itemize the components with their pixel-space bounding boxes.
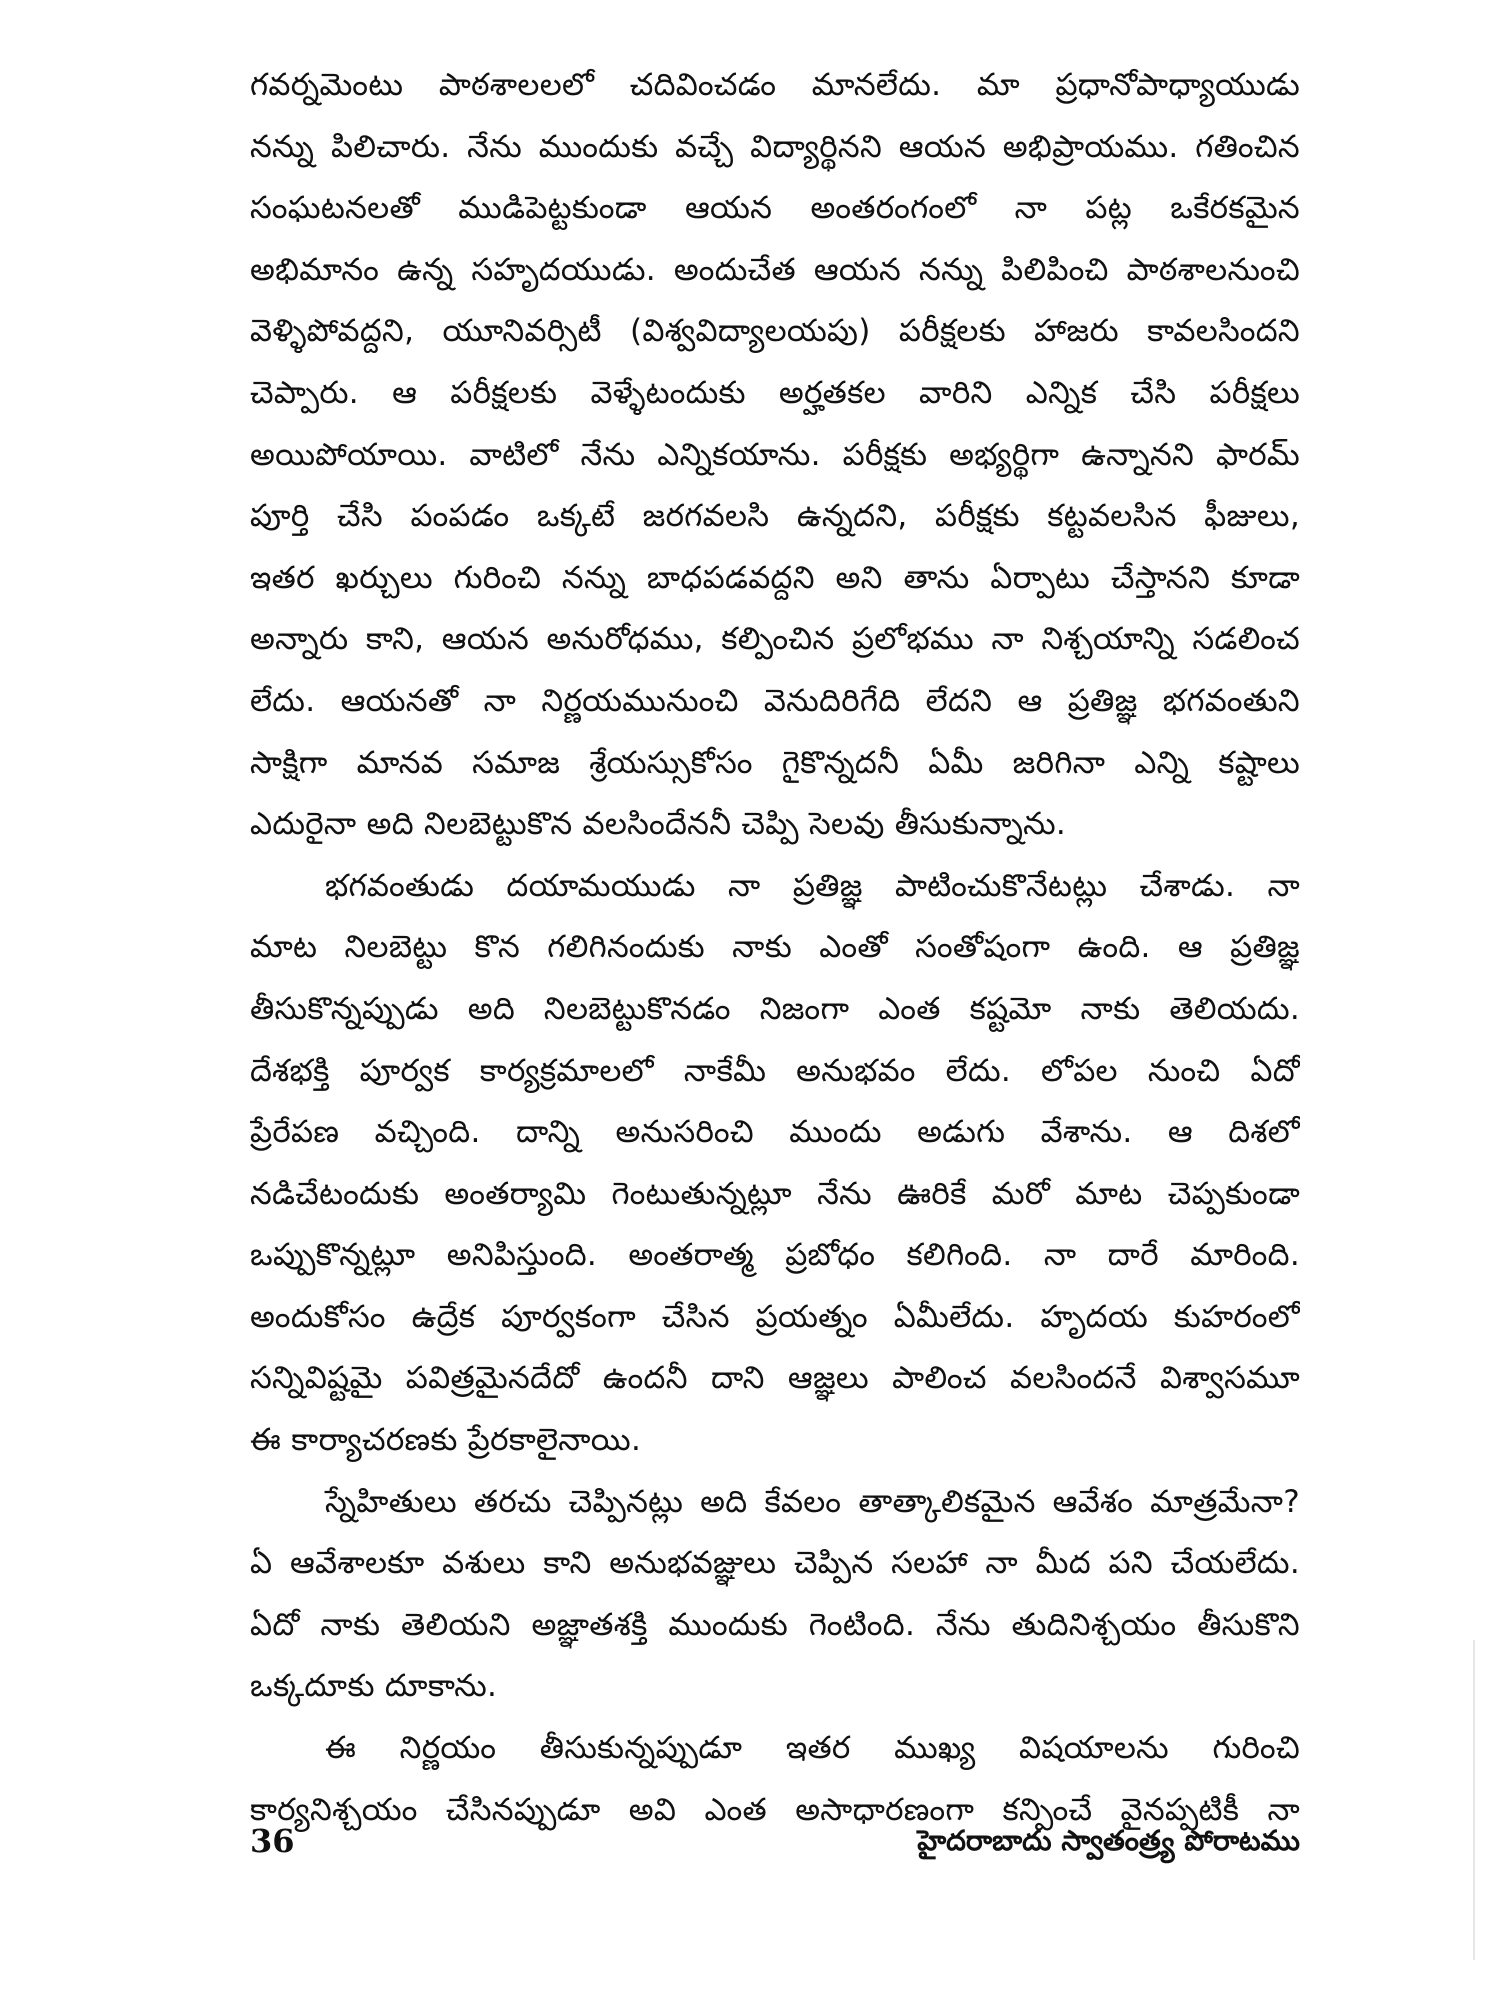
- text-line: అందుకోసం ఉద్రేక పూర్వకంగా చేసిన ప్రయత్నం ఏమీలేదు. హృదయ కుహరంలో: [250, 1298, 1300, 1335]
- page-number: 36: [250, 1822, 295, 1860]
- text-line: కార్యనిశ్చయం చేసినప్పుడూ అవి ఎంత అసాధారణంగా కన్పించే వైనప్పటికీ నా: [250, 1791, 1300, 1828]
- paragraph: [250, 1472, 1300, 1718]
- text-line: దేశభక్తి పూర్వక కార్యక్రమాలలో నాకేమీ అనుభవం లేదు. లోపల నుంచి ఏదో: [250, 1052, 1300, 1089]
- body-text: [250, 55, 1300, 1841]
- text-line: సన్నివిష్టమై పవిత్రమైనదేదో ఉందనీ దాని ఆజ్ఞలు పాలించ వలసిందనే విశ్వాసమూ: [250, 1360, 1300, 1397]
- text-line: లేదు. ఆయనతో నా నిర్ణయమునుంచి వెనుదిరిగేది లేదని ఆ ప్రతిజ్ఞ భగవంతుని: [250, 682, 1300, 719]
- page-edge-divider: [1473, 1640, 1475, 1960]
- text-line: సాక్షిగా మానవ సమాజ శ్రేయస్సుకోసం గైకొన్నదనీ ఏమీ జరిగినా ఎన్ని కష్టాలు: [250, 744, 1300, 781]
- text-line: ఒప్పుకొన్నట్లూ అనిపిస్తుంది. అంతరాత్మ ప్రబోధం కలిగింది. నా దారే మారింది.: [250, 1237, 1300, 1274]
- text-line: ఏదో నాకు తెలియని అజ్ఞాతశక్తి ముందుకు గెంటింది. నేను తుదినిశ్చయం తీసుకొని: [250, 1606, 1300, 1643]
- text-line: చెప్పారు. ఆ పరీక్షలకు వెళ్ళేటందుకు అర్హతకల వారిని ఎన్నిక చేసి పరీక్షలు: [250, 374, 1300, 411]
- text-line: ఈ కార్యాచరణకు ప్రేరకాలైనాయి.: [250, 1422, 642, 1459]
- running-title: హైదరాబాదు స్వాతంత్ర్య పోరాటము: [917, 1824, 1300, 1857]
- text-line: తీసుకొన్నప్పుడు అది నిలబెట్టుకొనడం నిజంగా ఎంత కష్టమో నాకు తెలియదు.: [250, 990, 1300, 1027]
- text-line: భగవంతుడు దయామయుడు నా ప్రతిజ్ఞ పాటించుకొనేటట్లు చేశాడు. నా: [325, 867, 1300, 904]
- text-line: నడిచేటందుకు అంతర్యామి గెంటుతున్నట్లూ నేను ఊరికే మరో మాట చెప్పకుండా: [250, 1175, 1300, 1212]
- text-line: సంఘటనలతో ముడిపెట్టకుండా ఆయన అంతరంగంలో నా పట్ల ఒకేరకమైన: [250, 190, 1300, 227]
- text-line: వెళ్ళిపోవద్దని, యూనివర్సిటీ (విశ్వవిద్యాలయపు) పరీక్షలకు హాజరు కావలసిందని: [250, 313, 1300, 350]
- text-line: అయిపోయాయి. వాటిలో నేను ఎన్నికయాను. పరీక్షకు అభ్యర్థిగా ఉన్నానని ఫారమ్: [250, 436, 1300, 473]
- text-line: అభిమానం ఉన్న సహృదయుడు. అందుచేత ఆయన నన్ను పిలిపించి పాఠశాలనుంచి: [250, 251, 1300, 288]
- paragraph: [250, 856, 1300, 1472]
- text-line: ఒక్కదూకు దూకాను.: [250, 1668, 498, 1705]
- text-line: ఎదురైనా అది నిలబెట్టుకొన వలసిందేననీ చెప్పి సెలవు తీసుకున్నాను.: [250, 806, 1067, 843]
- text-line: నన్ను పిలిచారు. నేను ముందుకు వచ్చే విద్యార్థినని ఆయన అభిప్రాయము. గతించిన: [250, 128, 1300, 165]
- text-line: స్నేహితులు తరచు చెప్పినట్లు అది కేవలం తాత్కాలికమైన ఆవేశం మాత్రమేనా?: [325, 1483, 1300, 1520]
- text-line: ఇతర ఖర్చులు గురించి నన్ను బాధపడవద్దని అని తాను ఏర్పాటు చేస్తానని కూడా: [250, 559, 1300, 596]
- text-line: అన్నారు కాని, ఆయన అనురోధము, కల్పించిన ప్రలోభము నా నిశ్చయాన్ని సడలించ: [250, 621, 1300, 658]
- paragraph: [250, 55, 1300, 856]
- text-line: ప్రేరేపణ వచ్చింది. దాన్ని అనుసరించి ముందు అడుగు వేశాను. ఆ దిశలో: [250, 1114, 1300, 1151]
- text-line: పూర్తి చేసి పంపడం ఒక్కటే జరగవలసి ఉన్నదని, పరీక్షకు కట్టవలసిన ఫీజులు,: [250, 498, 1300, 535]
- page-footer: [250, 1822, 1300, 1862]
- text-line: ఏ ఆవేశాలకూ వశులు కాని అనుభవజ్ఞులు చెప్పిన సలహా నా మీద పని చేయలేదు.: [250, 1545, 1300, 1582]
- text-line: మాట నిలబెట్టు కొన గలిగినందుకు నాకు ఎంతో సంతోషంగా ఉంది. ఆ ప్రతిజ్ఞ: [250, 929, 1300, 966]
- text-line: గవర్నమెంటు పాఠశాలలలో చదివించడం మానలేదు. మా ప్రధానోపాధ్యాయుడు: [250, 67, 1300, 103]
- text-line: ఈ నిర్ణయం తీసుకున్నప్పుడూ ఇతర ముఖ్య విషయాలను గురించి: [325, 1730, 1300, 1767]
